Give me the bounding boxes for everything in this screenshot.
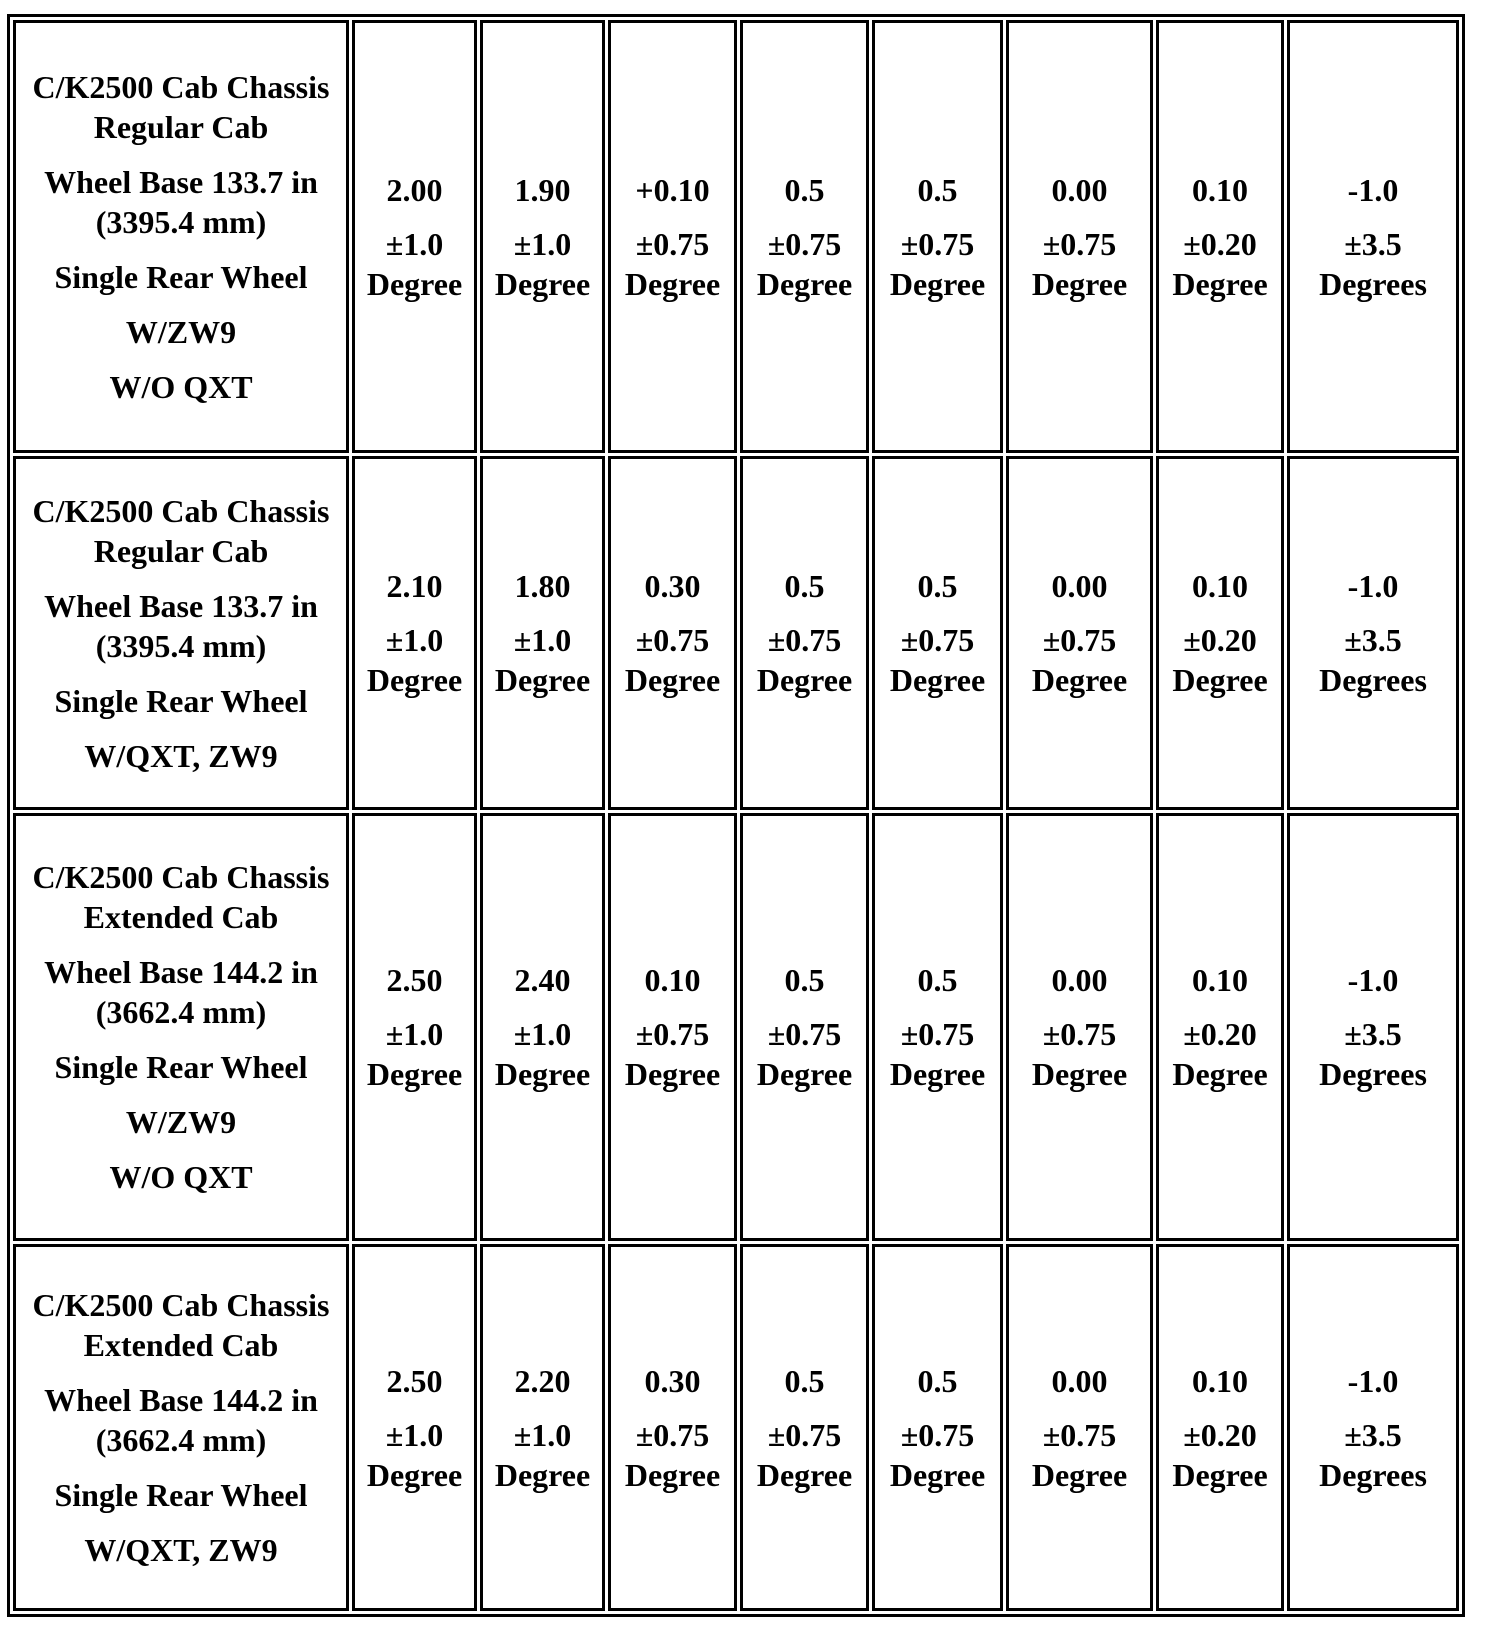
spec-cell [352,1244,477,1611]
vehicle-description-line: W/ZW9 [125,313,237,350]
spec-tolerance: ±3.5 Degrees [1319,622,1427,698]
spec-value: 0.00 [1051,171,1108,208]
vehicle-description-line: Wheel Base 144.2 in (3662.4 mm) [44,1382,318,1458]
spec-cell [480,1244,605,1611]
spec-value: 0.5 [784,171,825,208]
vehicle-description-line: W/ZW9 [125,1104,237,1140]
alignment-spec-table [7,14,1465,1617]
spec-tolerance: ±3.5 Degrees [1319,225,1427,302]
spec-value: -1.0 [1347,568,1399,604]
spec-tolerance: ±1.0 Degree [494,622,591,698]
spec-cell [352,20,477,453]
spec-cell [480,20,605,453]
spec-cell [608,456,737,810]
spec-value: 2.10 [386,568,443,604]
spec-value: +0.10 [635,171,710,208]
vehicle-description-line: Wheel Base 133.7 in (3395.4 mm) [44,587,318,664]
spec-cell [1287,456,1459,810]
vehicle-description-cell [13,813,349,1241]
spec-cell [352,456,477,810]
spec-value: 2.20 [514,1362,571,1399]
spec-tolerance: ±0.75 Degree [1031,225,1128,302]
spec-value: 0.10 [1192,171,1248,208]
spec-tolerance: ±0.75 Degree [889,622,986,698]
spec-value: 0.00 [1051,1362,1108,1399]
spec-value: 0.10 [1192,962,1248,998]
spec-tolerance: ±1.0 Degree [494,1416,591,1493]
vehicle-description-line: Wheel Base 144.2 in (3662.4 mm) [44,954,318,1030]
spec-tolerance: ±0.75 Degree [756,225,853,302]
spec-tolerance: ±1.0 Degree [494,225,591,302]
spec-cell [872,813,1003,1241]
spec-value: 0.00 [1051,962,1108,998]
spec-value: 2.00 [386,171,443,208]
spec-cell [872,20,1003,453]
spec-value: -1.0 [1347,171,1399,208]
spec-tolerance: ±0.75 Degree [624,1016,721,1092]
spec-cell [608,20,737,453]
spec-tolerance: ±0.75 Degree [624,225,721,302]
spec-tolerance: ±0.20 Degree [1172,1416,1268,1493]
spec-value: 0.10 [1192,1362,1248,1399]
vehicle-spec-row [13,456,1459,810]
spec-value: 0.10 [1192,568,1248,604]
spec-tolerance: ±0.75 Degree [756,1416,853,1493]
vehicle-description-line: Single Rear Wheel [54,682,308,719]
spec-cell [1287,1244,1459,1611]
spec-tolerance: ±1.0 Degree [366,1016,463,1092]
vehicle-description-line: W/O QXT [109,1159,253,1195]
spec-tolerance: ±0.75 Degree [889,1416,986,1493]
spec-tolerance: ±0.75 Degree [1031,1016,1128,1092]
vehicle-description-cell [13,1244,349,1611]
spec-cell [352,813,477,1241]
vehicle-spec-row [13,20,1459,453]
spec-value: 0.5 [784,1362,825,1399]
vehicle-description-line: Wheel Base 133.7 in (3395.4 mm) [44,163,318,240]
spec-cell [1156,1244,1284,1611]
spec-cell [740,20,869,453]
spec-value: 0.30 [644,1362,701,1399]
spec-value: 2.50 [386,962,443,998]
spec-cell [872,456,1003,810]
spec-cell [480,813,605,1241]
spec-value: 0.5 [917,568,958,604]
spec-value: 2.50 [386,1362,443,1399]
spec-value: -1.0 [1347,962,1399,998]
spec-cell [1006,20,1153,453]
vehicle-description-line: C/K2500 Cab Chassis Regular Cab [32,68,330,145]
spec-cell [872,1244,1003,1611]
spec-value: 2.40 [514,962,571,998]
spec-tolerance: ±0.20 Degree [1172,1016,1268,1092]
vehicle-description-line: W/QXT, ZW9 [84,737,278,774]
vehicle-description-line: C/K2500 Cab Chassis Extended Cab [32,859,330,935]
spec-value: 0.5 [917,1362,958,1399]
spec-cell [1006,1244,1153,1611]
spec-tolerance: ±0.75 Degree [889,1016,986,1092]
spec-value: 0.5 [784,568,825,604]
vehicle-description-line: C/K2500 Cab Chassis Extended Cab [32,1287,330,1363]
spec-value: -1.0 [1347,1362,1399,1399]
spec-tolerance: ±0.75 Degree [624,622,721,698]
vehicle-spec-row [13,813,1459,1241]
spec-value: 0.30 [644,568,701,604]
spec-tolerance: ±0.20 Degree [1172,225,1268,302]
spec-value: 1.90 [514,171,571,208]
spec-cell [740,456,869,810]
spec-cell [1006,813,1153,1241]
spec-cell [1287,20,1459,453]
spec-cell [480,456,605,810]
spec-value: 0.5 [784,962,825,998]
spec-value: 0.00 [1051,568,1108,604]
spec-cell [608,1244,737,1611]
spec-cell [1156,20,1284,453]
spec-cell [1156,456,1284,810]
vehicle-description-line: Single Rear Wheel [54,258,308,295]
spec-tolerance: ±0.75 Degree [1031,622,1128,698]
spec-tolerance: ±0.75 Degree [1031,1416,1128,1493]
spec-cell [608,813,737,1241]
spec-cell [1156,813,1284,1241]
vehicle-spec-row [13,1244,1459,1611]
spec-tolerance: ±1.0 Degree [366,225,463,302]
spec-tolerance: ±0.75 Degree [889,225,986,302]
spec-tolerance: ±0.75 Degree [756,622,853,698]
vehicle-description-cell [13,20,349,453]
spec-value: 0.5 [917,962,958,998]
vehicle-description-cell [13,456,349,810]
vehicle-description-line: W/O QXT [109,368,253,405]
vehicle-description-line: Single Rear Wheel [54,1049,308,1085]
spec-tolerance: ±0.75 Degree [624,1416,721,1493]
spec-value: 0.10 [644,962,701,998]
spec-tolerance: ±0.75 Degree [756,1016,853,1092]
spec-cell [740,1244,869,1611]
spec-cell [1006,456,1153,810]
vehicle-description-line: C/K2500 Cab Chassis Regular Cab [32,492,330,569]
vehicle-description-line: W/QXT, ZW9 [84,1532,278,1568]
spec-table-body [13,20,1459,1611]
spec-tolerance: ±1.0 Degree [494,1016,591,1092]
spec-tolerance: ±0.20 Degree [1172,622,1268,698]
spec-tolerance: ±3.5 Degrees [1319,1016,1427,1092]
spec-cell [1287,813,1459,1241]
vehicle-description-line: Single Rear Wheel [54,1477,308,1513]
spec-value: 0.5 [917,171,958,208]
spec-value: 1.80 [514,568,571,604]
spec-tolerance: ±1.0 Degree [366,1416,463,1493]
spec-tolerance: ±3.5 Degrees [1319,1416,1427,1493]
spec-tolerance: ±1.0 Degree [366,622,463,698]
spec-cell [740,813,869,1241]
